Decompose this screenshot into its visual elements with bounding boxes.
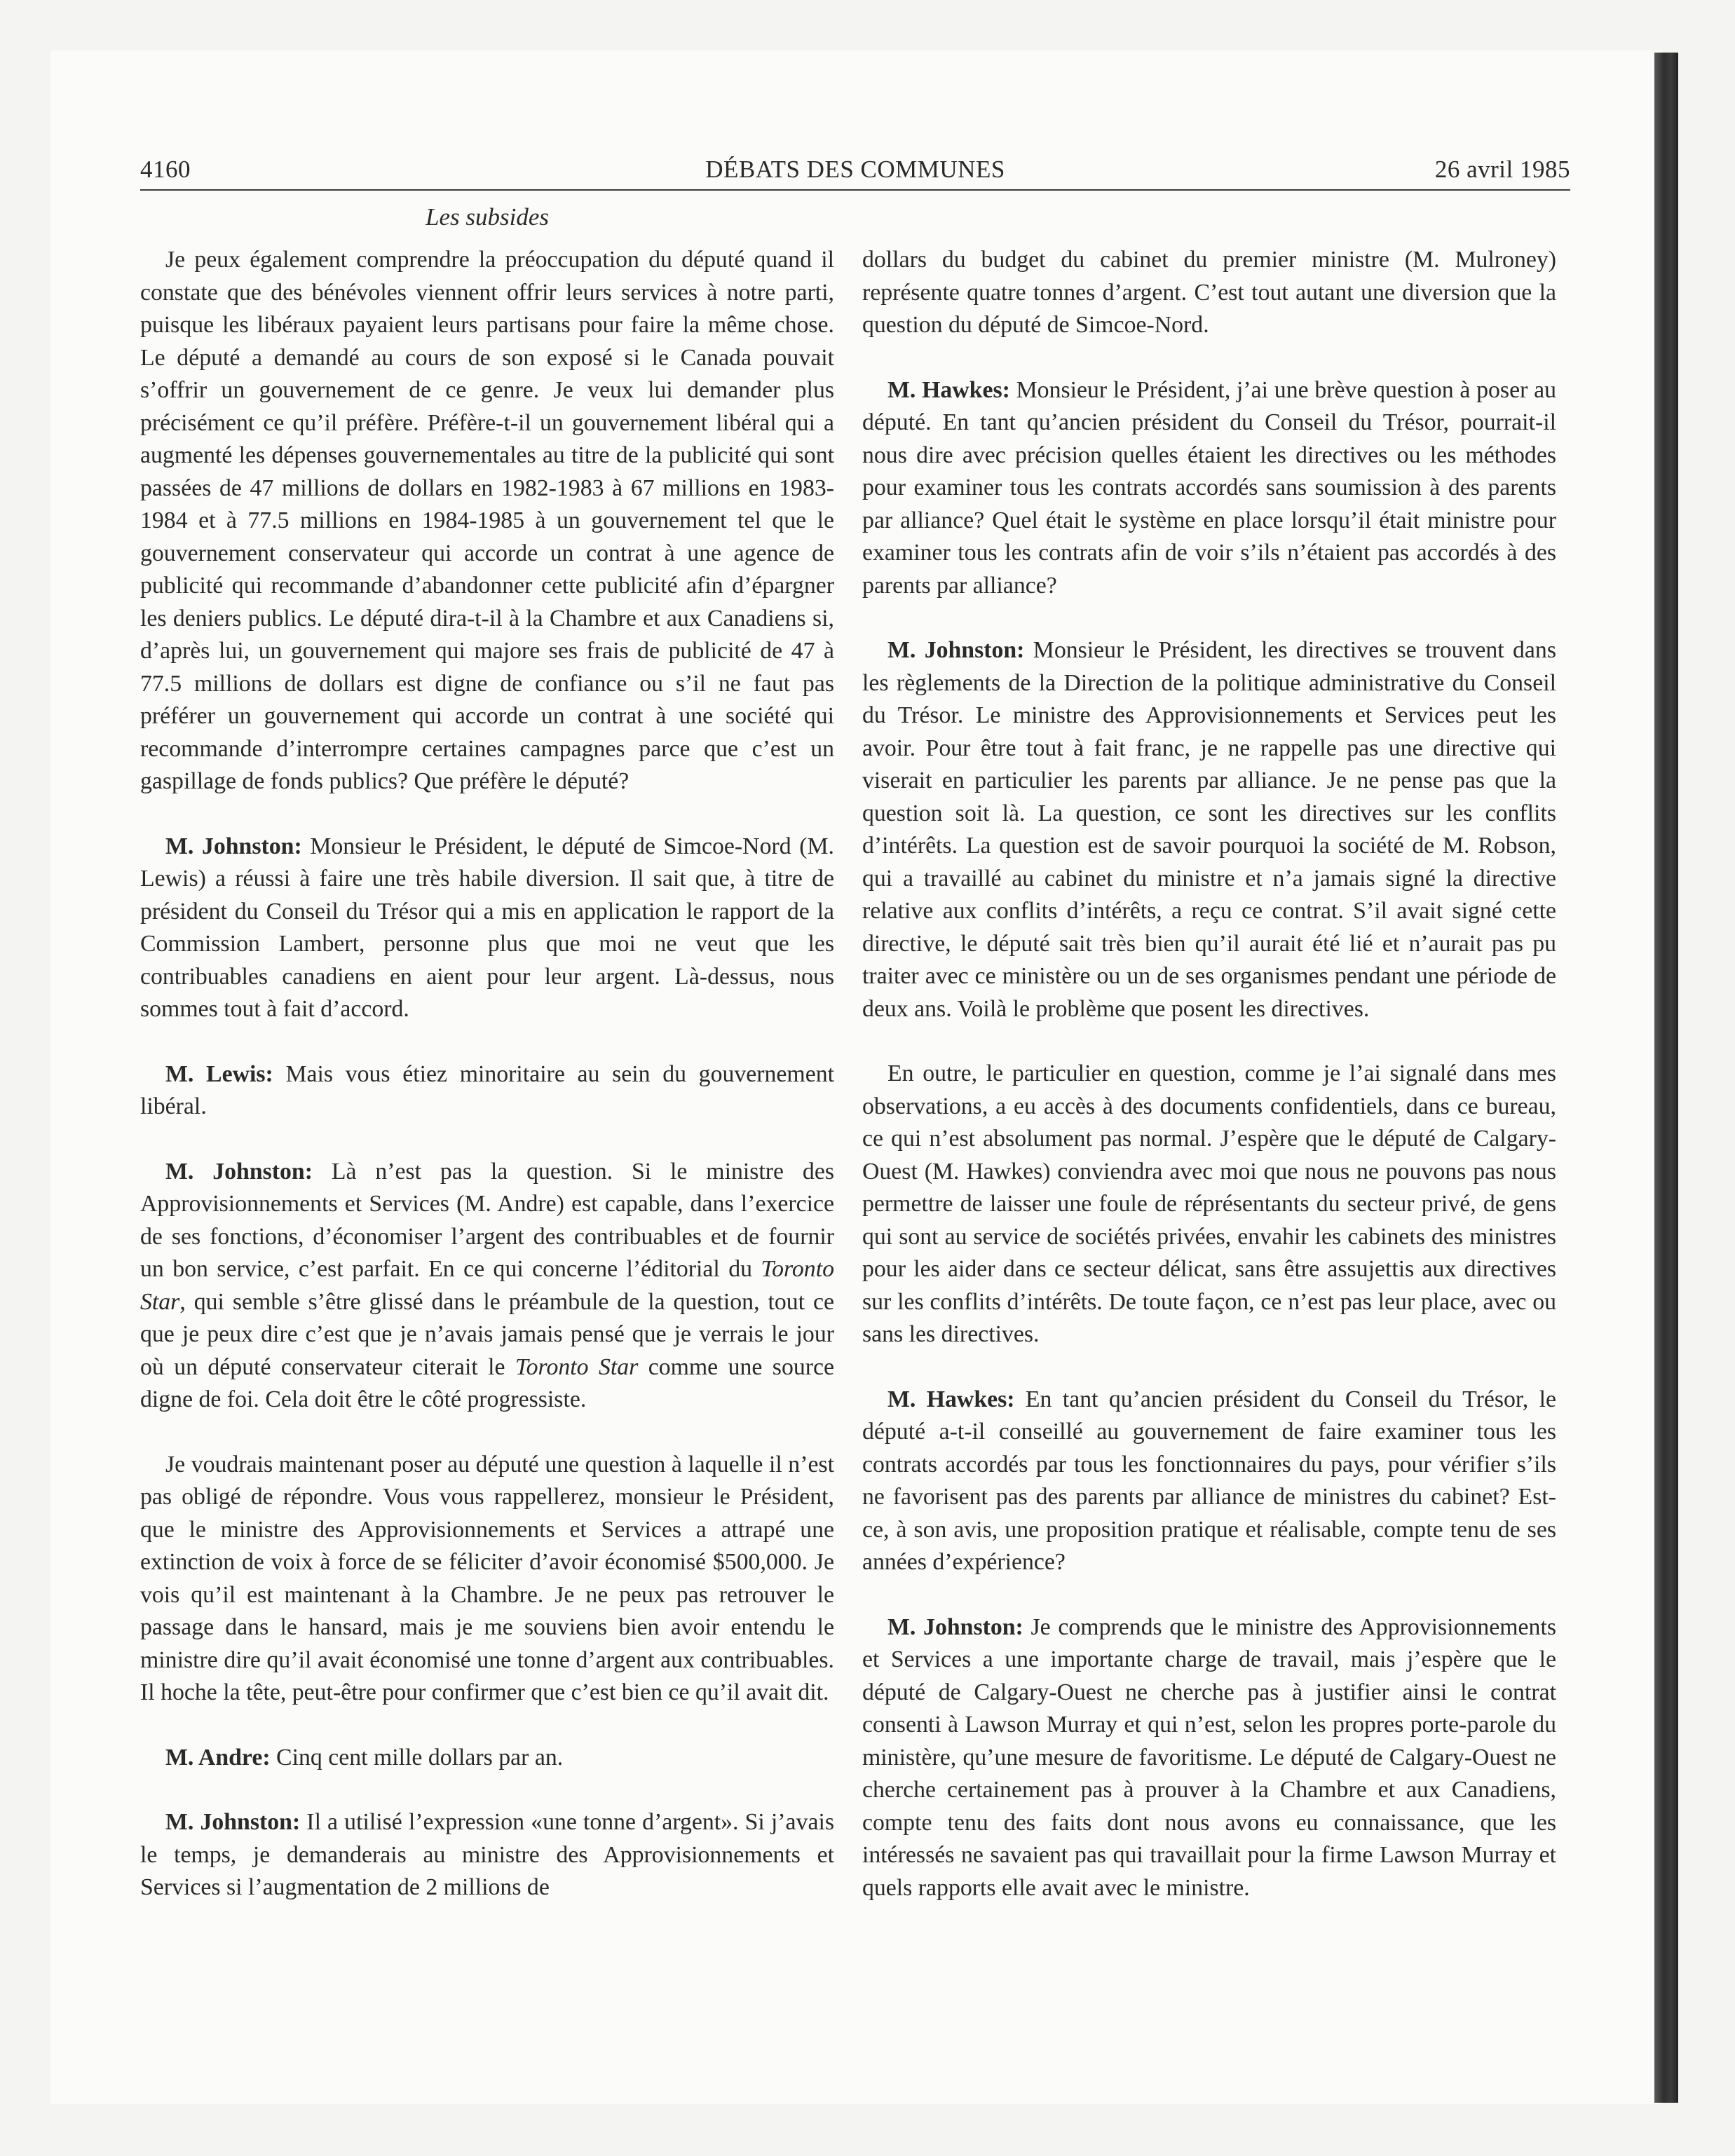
- paragraph: En outre, le particulier en question, comme je l’ai signalé dans mes observations, a eu accès à des documents confidentiels, dans ce bureau, ce qui n’est absolument pas normal. J’espère que le député de Calgary-Ouest (M. Hawkes) conviendra avec moi que nous ne pouvons pas nous permettre de laisser une foule de réprésentants du secteur privé, de gens qui sont au service de sociétés privées, envahir les cabinets des ministres pour les aider dans ce secteur délicat, sans être assujettis aux directives sur les conflits d’intérêts. De toute façon, ce n’est pas leur place, avec ou sans les directives.: [862, 1060, 1556, 1347]
- paragraph: [140, 1806, 834, 1904]
- header-rule: [140, 189, 1570, 191]
- speech-text: Je comprends que le ministre des Approvisionnements et Services a une importante charge de travail, mais j’espère que le député de Calgary-Ouest ne cherche pas à justifier ainsi le contrat consenti à Lawson Murray et qui n’est, selon les propres porte-parole du ministère, qu’une mesure de favoritisme. Le député de Calgary-Ouest ne cherche certainement pas à prouver à la Chambre et aux Canadiens, compte tenu des faits dont nous avons eu connaissance, que les intéressés ne savaient pas qui travaillait pour la firme Lawson Murray et quels rapports elle avait avec le ministre.: [862, 1613, 1556, 1901]
- section-title: Les subsides: [426, 203, 549, 231]
- paragraph: Je voudrais maintenant poser au député une question à laquelle il n’est pas obligé de répondre. Vous vous rappellerez, monsieur le Président, que le ministre des Approvisionnements et Services a attrapé une extinction de voix à force de se féliciter d’avoir économisé $500,000. Je vois qu’il est maintenant à la Chambre. Je ne peux pas retrouver le passage dans le hansard, mais je me souviens bien avoir entendu le ministre dire qu’il avait économisé une tonne d’argent aux contribuables. Il hoche la tête, peut-être pour confirmer que c’est bien ce qu’il avait dit.: [140, 1451, 834, 1705]
- paragraph: [140, 1058, 834, 1124]
- paragraph: [862, 374, 1556, 603]
- right-column: [862, 244, 1556, 1937]
- speaker-name: M. Johnston:: [165, 833, 302, 859]
- speaker-name: M. Hawkes:: [887, 376, 1010, 403]
- speech-text: En tant qu’ancien président du Conseil du Trésor, le député a-t-il conseillé au gouvernement de faire examiner tous les contrats accordés par tous les fonctionnaires du pays, pour vérifier s’ils ne favorisent pas des parents par alliance de ministres du cabinet? Est-ce, à son avis, une proposition pratique et réalisable, compte tenu de ses années d’expérience?: [862, 1386, 1556, 1575]
- paragraph: [140, 1156, 834, 1417]
- publication-title: DÉBATS DES COMMUNES: [705, 156, 1005, 183]
- newspaper-title: Toronto Star: [515, 1353, 639, 1380]
- speech-text: Monsieur le Président, les directives se trouvent dans les règlements de la Direction de la politique administrative du Conseil du Trésor. Le ministre des Approvisionnements et Services peut les avoir. Pour être tout à fait franc, je ne rappelle pas une directive qui viserait en particulier les parents par alliance. Je ne pense pas que la question soit là. La question, ce sont les directives sur les conflits d’intérêts. La question est de savoir pourquoi la société de M. Robson, qui a travaillé au cabinet du ministre et n’a jamais signé la directive relative aux conflits d’intérêts, a reçu ce contrat. S’il avait signé cette directive, le député sait très bien qu’il aurait été lié et n’aurait pas pu traiter avec ce ministère ou un de ses organismes pendant une période de deux ans. Voilà le problème que posent les directives.: [862, 637, 1556, 1022]
- page-header: [140, 156, 1570, 191]
- left-column: [140, 244, 834, 1937]
- newspaper-title: Toronto Star: [140, 1256, 834, 1315]
- speaker-name: M. Johnston:: [887, 1613, 1023, 1640]
- page-number: 4160: [140, 156, 191, 183]
- speaker-name: M. Johnston:: [165, 1158, 313, 1185]
- speech-text: Il a utilisé l’expression «une tonne d’argent». Si j’avais le temps, je demanderais au ministre des Approvisionnements et Services si l’augmentation de 2 millions de: [140, 1809, 834, 1900]
- speech-text: Mais vous étiez minoritaire au sein du gouvernement libéral.: [140, 1060, 835, 1119]
- paragraph: [140, 831, 834, 1026]
- speech-text: Cinq cent mille dollars par an.: [270, 1744, 564, 1770]
- speaker-name: M. Andre:: [165, 1744, 271, 1770]
- speaker-name: M. Johnston:: [165, 1809, 301, 1835]
- speech-text: Là n’est pas la question. Si le ministre des Approvisionnements et Services (M. Andre) est capable, dans l’exercice de ses fonctions, d’économiser l’argent des contribuables et de fournir un bon service, c’est parfait. En ce qui concerne l’éditorial du: [140, 1158, 834, 1282]
- paragraph: Je peux également comprendre la préoccupation du député quand il constate que des bénévoles viennent offrir leurs services à notre parti, puisque les libéraux payaient leurs partisans pour faire la même chose. Le député a demandé au cours de son exposé si le Canada pouvait s’offrir un gouvernement de ce genre. Je veux lui demander plus précisément ce qu’il préfère. Préfère-t-il un gouvernement libéral qui a augmenté les dépenses gouvernementales au titre de la publicité qui sont passées de 47 millions de dollars en 1982-1983 à 67 millions en 1983-1984 et à 77.5 millions en 1984-1985 à un gouvernement tel que le gouvernement conservateur qui accorde un contrat à une agence de publicité qui recommande d’abandonner cette publicité afin d’épargner les deniers publics. Le député dira-t-il à la Chambre et aux Canadiens si, d’après lui, un gouvernement qui majore ses frais de publicité de 47 à 77.5 millions de dollars est digne de confiance ou s’il ne faut pas préférer un gouvernement qui accorde un contrat à une société qui recommande d’interrompre certaines campagnes parce que c’est un gaspillage de fonds publics? Que préfère le député?: [140, 247, 834, 794]
- scan-edge-strip: [1654, 53, 1678, 2103]
- speaker-name: M. Johnston:: [887, 637, 1025, 663]
- paragraph: dollars du budget du cabinet du premier ministre (M. Mulroney) représente quatre tonnes d’argent. C’est tout autant une diversion que la question du député de Simcoe-Nord.: [862, 247, 1556, 338]
- paragraph: [862, 634, 1556, 1025]
- speech-text: comme une source digne de foi. Cela doit être le côté progressiste.: [140, 1353, 834, 1412]
- speech-text: Monsieur le Président, le député de Simcoe-Nord (M. Lewis) a réussi à faire une très habile diversion. Il sait que, à titre de président du Conseil du Trésor qui a mis en application le rapport de la Commission Lambert, personne plus que moi ne veut que les contribuables canadiens en aient pour leur argent. Là-dessus, nous sommes tout à fait d’accord.: [140, 833, 835, 1022]
- paragraph: [862, 1611, 1556, 1905]
- publication-date: 26 avril 1985: [1434, 156, 1570, 183]
- speaker-name: M. Lewis:: [165, 1060, 273, 1087]
- speech-text: Monsieur le Président, j’ai une brève question à poser au député. En tant qu’ancien président du Conseil du Trésor, pourrait-il nous dire avec précision quelles étaient les directives ou les méthodes pour examiner tous les contrats accordés sans soumission à des parents par alliance? Quel était le système en place lorsqu’il était ministre pour examiner tous les contrats afin de voir s’ils n’étaient pas accordés à des parents par alliance?: [862, 376, 1556, 599]
- paragraph: [862, 1384, 1556, 1579]
- paragraph: [140, 1742, 834, 1775]
- speaker-name: M. Hawkes:: [887, 1386, 1015, 1412]
- speech-text: , qui semble s’être glissé dans le préambule de la question, tout ce que je peux dire c’est que je n’avais jamais pensé que je verrais le jour où un député conservateur citerait le: [140, 1288, 834, 1380]
